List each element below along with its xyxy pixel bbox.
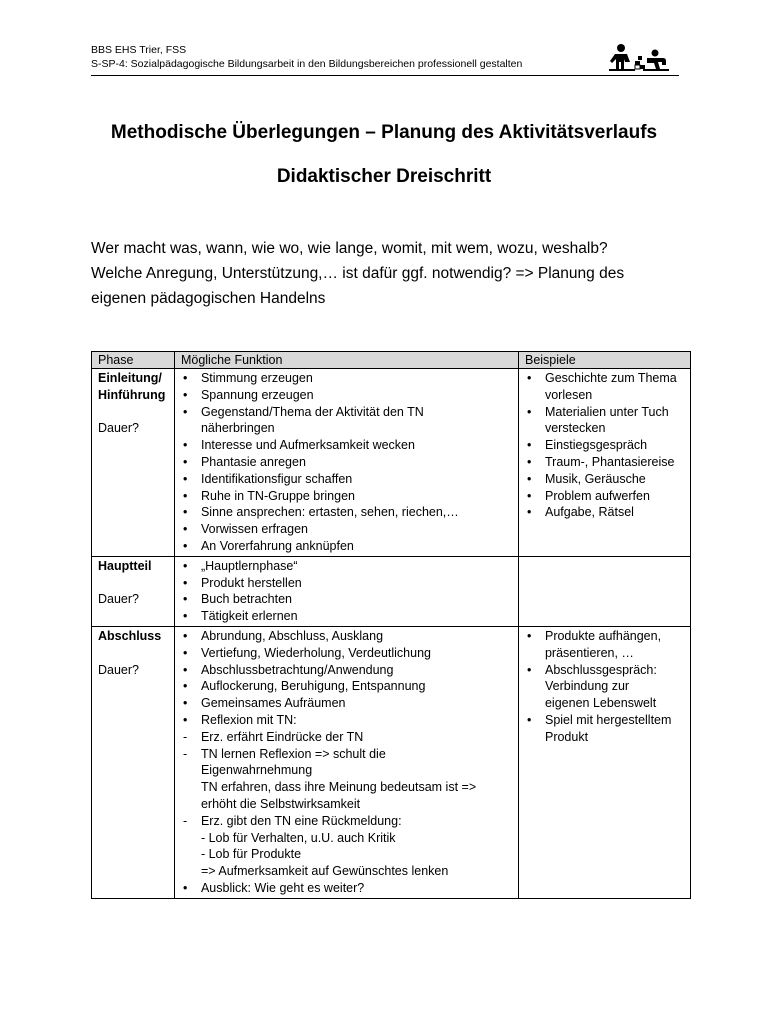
- list-item: • Spiel mit hergestelltem: [525, 712, 684, 729]
- list-item: • Stimmung erzeugen: [181, 370, 512, 387]
- list-item: präsentieren, …: [544, 645, 634, 660]
- list-item: • Abschlussgespräch:: [525, 662, 684, 679]
- table-row: [92, 369, 691, 557]
- list-item: • Vertiefung, Wiederholung, Verdeutlichung: [181, 645, 512, 662]
- list-item: • Produkte aufhängen,: [525, 628, 684, 645]
- header-course: S-SP-4: Sozialpädagogische Bildungsarbeit in den Bildungsbereichen professionell gestalten: [91, 58, 523, 70]
- list-item: • Aufgabe, Rätsel: [525, 504, 684, 521]
- function-list: [181, 558, 512, 625]
- list-item: • Musik, Geräusche: [525, 471, 684, 488]
- phase-name: Hinführung: [98, 387, 166, 402]
- function-cell: [174, 556, 518, 626]
- function-list: [181, 370, 512, 555]
- list-item: • Abrundung, Abschluss, Ausklang: [181, 628, 512, 645]
- function-cell: [174, 369, 518, 557]
- list-item: • Geschichte zum Thema: [525, 370, 684, 387]
- people-playing-icon: [607, 43, 669, 73]
- list-item: • Spannung erzeugen: [181, 387, 512, 404]
- list-item: • Einstiegsgespräch: [525, 437, 684, 454]
- list-item: • Phantasie anregen: [181, 454, 512, 471]
- list-item: • Abschlussbetrachtung/Anwendung: [181, 662, 512, 679]
- header-function: Mögliche Funktion: [174, 352, 518, 369]
- list-item: • Reflexion mit TN:: [181, 712, 512, 729]
- list-item: • Identifikationsfigur schaffen: [181, 471, 512, 488]
- list-item: - Erz. erfährt Eindrücke der TN: [181, 729, 512, 746]
- list-item: erhöht die Selbstwirksamkeit: [200, 796, 361, 811]
- phase-cell: [92, 626, 175, 898]
- intro-line: Wer macht was, wann, wie wo, wie lange, womit, mit wem, wozu, weshalb?: [91, 240, 608, 257]
- list-item: eigenen Lebenswelt: [544, 696, 657, 711]
- duration-label: Dauer?: [98, 592, 139, 607]
- list-item: • Materialien unter Tuch: [525, 404, 684, 421]
- list-item: • Buch betrachten: [181, 591, 512, 608]
- examples-cell: [518, 556, 690, 626]
- list-item: • Ausblick: Wie geht es weiter?: [181, 880, 512, 897]
- list-item: • Traum-, Phantasiereise: [525, 454, 684, 471]
- list-item: Produkt: [544, 729, 589, 744]
- list-item: • Vorwissen erfragen: [181, 521, 512, 538]
- page-title: Methodische Überlegungen – Planung des Aktivitätsverlaufs: [110, 122, 658, 143]
- list-item: TN erfahren, dass ihre Meinung bedeutsam ist =>: [200, 780, 477, 795]
- examples-list: [525, 628, 684, 746]
- list-item: • Produkt herstellen: [181, 575, 512, 592]
- list-item: Verbindung zur: [544, 679, 630, 694]
- header-examples: Beispiele: [518, 352, 690, 369]
- function-cell: [174, 626, 518, 898]
- list-item: • Gemeinsames Aufräumen: [181, 695, 512, 712]
- list-item: • Problem aufwerfen: [525, 488, 684, 505]
- intro-text: [91, 236, 691, 311]
- list-item: • Auflockerung, Beruhigung, Entspannung: [181, 678, 512, 695]
- list-item: • Sinne ansprechen: ertasten, sehen, riechen,…: [181, 504, 512, 521]
- list-item: vorlesen: [544, 387, 593, 402]
- duration-label: Dauer?: [98, 662, 139, 677]
- phase-name: Hauptteil: [98, 558, 152, 573]
- list-item: • Gegenstand/Thema der Aktivität den TN: [181, 404, 512, 421]
- table-row: [92, 626, 691, 898]
- list-item: - Erz. gibt den TN eine Rückmeldung:: [181, 813, 512, 830]
- page-subtitle: Didaktischer Dreischritt: [276, 166, 492, 187]
- page-header: [91, 43, 679, 76]
- intro-line: Welche Anregung, Unterstützung,… ist dafür ggf. notwendig? => Planung des: [91, 265, 625, 282]
- list-item: • Interesse und Aufmerksamkeit wecken: [181, 437, 512, 454]
- phase-name: Einleitung/: [98, 371, 162, 385]
- list-item: verstecken: [544, 421, 606, 436]
- list-item: - Lob für Produkte: [200, 847, 302, 862]
- header-phase: Phase: [92, 352, 175, 369]
- list-item: • „Hauptlernphase“: [181, 558, 512, 575]
- list-item: - TN lernen Reflexion => schult die: [181, 746, 512, 763]
- phase-cell: [92, 556, 175, 626]
- header-institution: BBS EHS Trier, FSS: [91, 44, 187, 56]
- table-header-row: [92, 352, 691, 369]
- examples-cell: [518, 626, 690, 898]
- phase-cell: [92, 369, 175, 557]
- intro-line: eigenen pädagogischen Handelns: [91, 290, 326, 307]
- list-item: => Aufmerksamkeit auf Gewünschtes lenken: [200, 864, 449, 879]
- planning-table: [91, 351, 691, 899]
- list-item: • An Vorerfahrung anknüpfen: [181, 538, 512, 555]
- duration-label: Dauer?: [98, 421, 139, 436]
- list-item: näherbringen: [200, 421, 275, 436]
- table-row: [92, 556, 691, 626]
- list-item: • Tätigkeit erlernen: [181, 608, 512, 625]
- list-item: Eigenwahrnehmung: [200, 763, 313, 778]
- phase-name: Abschluss: [98, 628, 162, 643]
- list-item: - Lob für Verhalten, u.U. auch Kritik: [200, 830, 396, 845]
- function-list: [181, 628, 512, 897]
- examples-cell: [518, 369, 690, 557]
- list-item: • Ruhe in TN-Gruppe bringen: [181, 488, 512, 505]
- examples-list: [525, 370, 684, 521]
